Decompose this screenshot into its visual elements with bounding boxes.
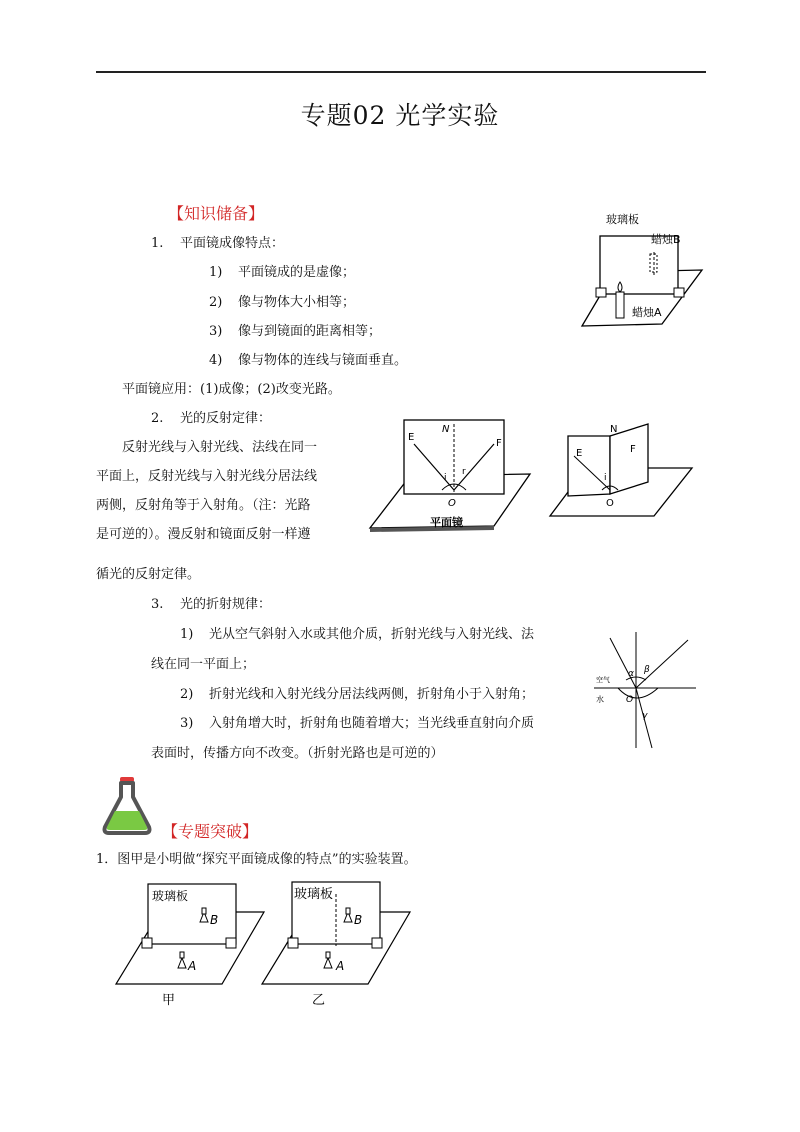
normal-n-label: N xyxy=(442,424,450,435)
sub4-number: 4) xyxy=(209,353,223,368)
ray-e-label: E xyxy=(408,432,415,443)
section-breakthrough-heading: 【专题突破】 xyxy=(162,822,259,841)
item2-text: 光的反射定律： xyxy=(180,411,272,426)
refraction-1-text: 光从空气斜射入水或其他介质，折射光线与入射光线、法 xyxy=(209,627,535,642)
reflection-line-3: 两侧，反射角等于入射角。（注：光路 xyxy=(96,498,311,513)
page-title: 专题02 光学实验 xyxy=(300,101,500,130)
ray-f-label: F xyxy=(496,438,502,449)
refraction-o-label: O xyxy=(626,695,634,705)
candle-b-label: 蜡烛B xyxy=(651,233,681,246)
angle-i-label: i xyxy=(444,473,447,483)
refraction-1-number: 1) xyxy=(180,627,194,642)
sub1-number: 1) xyxy=(209,265,223,280)
sub1-text: 平面镜成的是虚像； xyxy=(238,265,356,280)
reflection-figure-2 xyxy=(548,416,694,524)
sub3-text: 像与到镜面的距离相等； xyxy=(238,324,382,339)
reflection-line-2: 平面上，反射光线与入射光线分居法线 xyxy=(96,469,318,484)
ray-e2-label: E xyxy=(576,448,583,459)
item3-text: 光的折射规律： xyxy=(180,597,272,612)
yi-caption: 乙 xyxy=(312,993,326,1008)
yi-glass-label: 玻璃板 xyxy=(294,887,334,902)
point-o2-label: O xyxy=(606,498,614,509)
mirror-application: 平面镜应用：(1)成像；(2)改变光路。 xyxy=(122,382,341,397)
refraction-3-text: 入射角增大时，折射角也随着增大；当光线垂直射向介质 xyxy=(209,716,535,731)
jia-caption: 甲 xyxy=(162,993,176,1008)
jia-a-label: A xyxy=(188,959,197,973)
yi-b-label: B xyxy=(354,913,363,927)
refraction-figure xyxy=(590,630,700,752)
normal-n2-label: N xyxy=(610,424,618,435)
item2-number: 2. xyxy=(151,411,164,426)
sub2-number: 2) xyxy=(209,295,223,310)
refraction-2-text: 折射光线和入射光线分居法线两侧，折射角小于入射角； xyxy=(209,687,535,702)
plane-mirror-label: 平面镜 xyxy=(430,516,463,529)
angle-r-label: r xyxy=(462,467,466,477)
yi-a-label: A xyxy=(336,959,345,973)
point-o-label: O xyxy=(448,498,456,509)
reflection-line-4: 是可逆的）。漫反射和镜面反射一样遵 xyxy=(96,527,311,542)
flask-icon xyxy=(100,775,154,837)
air-label: 空气 xyxy=(596,676,610,684)
jia-glass-label: 玻璃板 xyxy=(152,889,189,903)
refraction-3-cont: 表面时，传播方向不改变。（折射光路也是可逆的） xyxy=(151,746,444,761)
refraction-1-cont: 线在同一平面上； xyxy=(151,657,256,672)
reflection-figure-1 xyxy=(368,416,532,532)
item1-text: 平面镜成像特点： xyxy=(180,236,285,251)
sub3-number: 3) xyxy=(209,324,223,339)
refraction-2-number: 2) xyxy=(180,687,194,702)
sub4-text: 像与物体的连线与镜面垂直。 xyxy=(238,353,408,368)
section-knowledge-heading: 【知识储备】 xyxy=(168,204,265,223)
gamma-label: γ xyxy=(642,711,648,721)
item3-number: 3. xyxy=(151,597,164,612)
top-rule xyxy=(96,71,706,73)
alpha-label: α xyxy=(628,669,634,679)
mirror-glass-label: 玻璃板 xyxy=(606,213,639,226)
reflection-line-1: 反射光线与入射光线、法线在同一 xyxy=(122,440,318,455)
setup-figure-yi xyxy=(258,876,414,1008)
question1-text: 1．图甲是小明做“探究平面镜成像的特点”的实验装置。 xyxy=(96,852,417,867)
reflection-line-5: 循光的反射定律。 xyxy=(96,567,201,582)
ray-f2-label: F xyxy=(630,444,636,455)
sub2-text: 像与物体大小相等； xyxy=(238,295,356,310)
jia-b-label: B xyxy=(210,913,219,927)
angle-i2-label: i xyxy=(604,473,607,483)
beta-label: β xyxy=(644,665,650,675)
item1-number: 1. xyxy=(151,236,164,251)
candle-a-label: 蜡烛A xyxy=(632,306,662,319)
setup-figure-jia xyxy=(112,880,268,1008)
refraction-3-number: 3) xyxy=(180,716,194,731)
water-label: 水 xyxy=(596,695,604,704)
mirror-setup-figure xyxy=(578,210,708,330)
